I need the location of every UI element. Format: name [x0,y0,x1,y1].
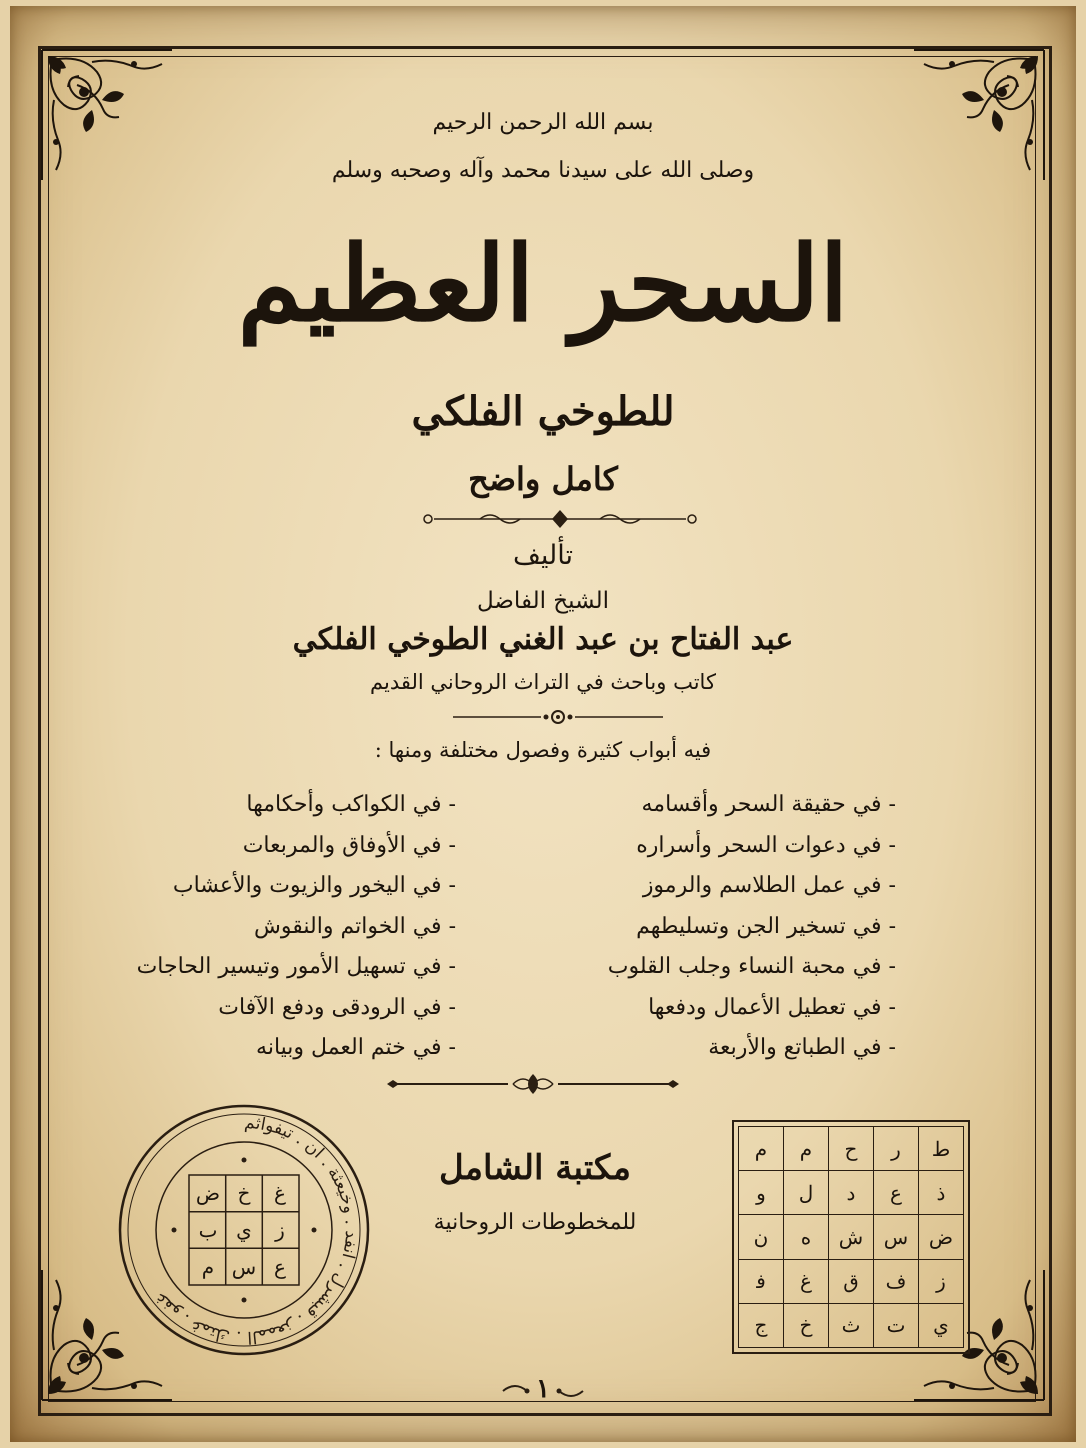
letter-cell: ف [874,1259,919,1303]
toc-item: - في تعطيل الأعمال ودفعها [648,994,896,1020]
letter-cell: خ [784,1303,829,1347]
letter-cell: ع [874,1171,919,1215]
seal-cell: س [231,1255,257,1279]
letter-cell: غ [784,1259,829,1303]
letter-cell: م [739,1127,784,1171]
toc-item: - في تسهيل الأمور وتيسير الحاجات [136,954,456,979]
basmala: بسم الله الرحمن الرحيم [432,110,654,135]
author-honorific: الشيخ الفاضل [476,588,609,614]
letter-cell: ج [739,1303,784,1347]
letter-cell: ر [874,1127,919,1171]
contents-left-column [137,785,456,1069]
title-attribution: للطوخي الفلكي [411,388,675,435]
contents-right-column [608,785,896,1069]
letter-cell: ت [874,1303,919,1347]
letter-cell: س [874,1215,919,1259]
letter-cell: ح [829,1127,874,1171]
small-divider [453,707,663,727]
seal-cell: ض [195,1181,221,1205]
seal-cell: غ [274,1181,286,1205]
letter-cell: ط [919,1127,964,1171]
toc-item: - في تسخير الجن وتسليطهم [636,913,896,939]
toc-item: - في ختم العمل وبيانه [256,1035,456,1060]
letter-square-table [732,1120,970,1354]
letter-cell: م [784,1127,829,1171]
toc-item: - في اليخور والزيوت والأعشاب [172,873,456,898]
seal-cell: ب [198,1218,218,1242]
letter-cell: ن [739,1215,784,1259]
toc-item: - في الكواكب وأحكامها [246,792,456,817]
letter-cell: و [739,1171,784,1215]
letter-cell: د [829,1171,874,1215]
toc-item: - في دعوات السحر وأسراره [636,832,896,858]
seal-cell: م [201,1255,215,1279]
ornamental-divider-lower [383,1072,683,1096]
toc-item: - في حقيقة السحر وأقسامه [641,792,896,817]
seal-cell: ي [236,1218,252,1242]
page-number-ornament [493,1374,593,1408]
letter-cell: ه [784,1215,829,1259]
toc-item: - في الرودقى ودفع الآفات [218,994,456,1020]
book-title: السحر العظيم [237,222,849,345]
letter-cell: ث [829,1303,874,1347]
letter-cell: ق [829,1259,874,1303]
seal-cell: خ [237,1181,251,1205]
toc-item: - في محبة النساء وجلب القلوب [607,954,896,979]
letter-cell: ض [919,1215,964,1259]
page-number: ١ [536,1374,550,1404]
letter-cell: ﻓ [739,1259,784,1303]
letter-cell: ذ [919,1171,964,1215]
ornamental-divider [420,508,700,530]
author-name: عبد الفتاح بن عبد الغني الطوخي الفلكي [292,622,794,657]
toc-item: - في عمل الطلاسم والرموز [642,873,896,898]
salawat-line: وصلى الله على سيدنا محمد وآله وصحبه وسلم [331,158,755,183]
publisher-name: مكتبة الشامل [438,1148,632,1188]
toc-item: - في الأوفاق والمربعات [242,832,456,858]
edition-note: كامل واضح [468,460,618,498]
author-description: كاتب وباحث في التراث الروحاني القديم [370,670,716,694]
contents-intro: فيه أبواب كثيرة وفصول مختلفة ومنها : [374,738,712,762]
svg-text:غفو . غمتك . الممعز . قبشرل . [151,1113,361,1347]
seal-ring-text: غفو . غمتك . الممعز . قبشرل . انفد . وخيعثة . ان . تيفواثم [151,1112,362,1348]
toc-item: - في الطباتع والأربعة [708,1035,896,1060]
letter-cell: ش [829,1215,874,1259]
seal-circle [114,1100,374,1360]
letter-cell: ز [919,1259,964,1303]
letter-cell: ي [919,1303,964,1347]
toc-item: - في الخواتم والنقوش [254,913,456,939]
seal-cell: ع [274,1255,286,1279]
authorship-label: تأليف [512,540,574,571]
seal-cell: ز [275,1218,285,1242]
letter-cell: ل [784,1171,829,1215]
publisher-tagline: للمخطوطات الروحانية [433,1210,637,1235]
